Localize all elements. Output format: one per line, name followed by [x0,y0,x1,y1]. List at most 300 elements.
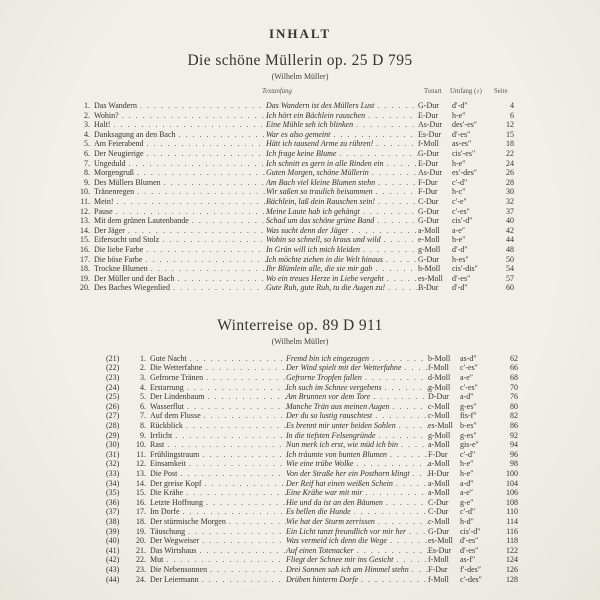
song-row [0,411,600,421]
song-row [0,469,600,479]
song-vocal-range: c′-es″ [460,382,478,392]
song-incipit-cell [286,536,428,546]
dot-leader [413,469,428,479]
song-title-cell [150,555,286,565]
song-page-number: 26 [506,168,514,178]
song-incipit: Wir saßen so traulich beisammen [266,187,373,197]
song-incipit-cell [266,187,418,197]
song-vocal-range: h-d″ [460,516,474,526]
dot-leader [378,517,428,527]
song-title-cell [94,245,266,255]
column-header-seite: Seite [494,88,508,95]
song-incipit-cell [286,392,428,402]
song-key: C-Dur [428,507,449,517]
song-incipit-cell [266,159,418,169]
song-key: f-Moll [428,363,449,373]
song-title: Der Jäger [94,225,125,235]
song-number: 16. [80,244,90,254]
dot-leader [128,226,266,236]
song-vocal-range: cis′-d″ [452,216,473,226]
dot-leader [376,139,418,149]
song-title: Letzte Hoffnung [150,497,203,507]
song-cycle-number: (44) [106,574,120,584]
song-row [0,431,600,441]
song-incipit: Nun merk ich erst, wie müd ich bin [286,440,398,450]
dot-leader [204,411,286,421]
song-title: Des Müllers Blumen [94,177,161,187]
song-title-cell [150,383,286,393]
song-title: Tränenregen [94,187,135,197]
dot-leader [188,527,286,537]
song-vocal-range: d′-d″ [452,244,468,254]
song-incipit: Eine Mühle seh ich blinken [266,120,354,130]
song-page-number: 37 [506,206,514,216]
song-title-cell [94,120,266,130]
song-row [0,450,600,460]
song-title: Täuschung [150,526,186,536]
song-cycle-number: (34) [106,478,120,488]
song-title: Wohin? [94,110,119,120]
song-page-number: 114 [506,516,518,526]
song-key: es-Moll [428,536,453,546]
song-incipit: In die tiefsten Felsengründe [286,430,376,440]
song-number: 18. [136,516,146,526]
song-number: 8. [140,421,146,431]
song-number: 24. [136,574,146,584]
song-number: 17. [136,507,146,517]
song-title-cell [94,255,266,265]
song-incipit-cell [266,168,418,178]
song-row [0,168,600,178]
song-incipit: Fliegt der Schnee mir ins Gesicht [286,555,394,565]
dot-leader [372,168,418,178]
song-key: F-Dur [428,564,448,574]
dot-leader [386,498,428,508]
song-number: 9. [84,177,90,187]
song-incipit-cell [266,264,418,274]
song-page-number: 66 [510,363,518,373]
song-title: Der stürmische Morgen [150,516,226,526]
song-page-number: 104 [506,478,518,488]
song-incipit: Es bellen die Hunde [286,507,351,517]
song-page-number: 118 [506,536,518,546]
section-author-winterreise: (Wilhelm Müller) [271,336,329,346]
song-title: Im Dorfe [150,507,180,517]
song-vocal-range: c′-es″ [460,363,478,373]
song-title: Eifersucht und Stolz [94,235,160,245]
dot-leader [404,363,428,373]
song-incipit: Wo ein treues Herze in Liebe vergeht [266,273,384,283]
song-title-cell [150,411,286,421]
dot-leader [387,274,418,284]
song-number: 2. [140,363,146,373]
song-incipit-cell [286,373,428,383]
song-page-number: 42 [506,225,514,235]
song-incipit-cell [266,178,418,188]
dot-leader [401,440,428,450]
song-vocal-range: c′-des″ [460,574,482,584]
song-number: 15. [136,488,146,498]
song-incipit-cell [266,207,418,217]
song-incipit: Gute Ruh, gute Ruh, tu die Augen zu! [266,283,386,293]
song-vocal-range: g-es″ [460,430,477,440]
dot-leader [375,411,428,421]
song-vocal-range: a-d″ [460,392,474,402]
song-page-number: 108 [506,497,518,507]
song-incipit-cell [286,565,428,575]
song-key: g-Moll [428,382,451,392]
song-page-number: 116 [506,526,518,536]
dot-leader [378,197,418,207]
column-headers [0,88,600,99]
song-key: f-Moll [428,574,449,584]
song-title-cell [94,149,266,159]
muellerin-song-table [0,101,600,293]
song-number: 22. [136,555,146,565]
song-number: 13. [80,216,90,226]
song-incipit-cell [286,575,428,585]
song-vocal-range: gis-e″ [460,440,479,450]
song-title-cell [94,264,266,274]
dot-leader [202,536,286,546]
song-title-cell [94,178,266,188]
section-muellerin [0,52,600,293]
song-vocal-range: h-e″ [452,158,466,168]
song-row [0,207,600,217]
dot-leader [189,459,286,469]
song-page-number: 44 [506,235,514,245]
dot-leader [129,159,266,169]
dot-leader [387,159,418,169]
song-cycle-number: (39) [106,526,120,536]
song-incipit-cell [266,101,418,111]
song-row [0,197,600,207]
song-key: es-Moll [428,421,453,431]
song-incipit-cell [286,555,428,565]
song-number: 7. [84,158,90,168]
dot-leader [164,178,266,188]
song-incipit: Der Wind spielt mit der Wetterfahne [286,363,402,373]
song-title-cell [150,421,286,431]
song-key: a-Moll [428,440,450,450]
song-cycle-number: (23) [106,373,120,383]
song-incipit-cell [266,120,418,130]
dot-leader [384,235,418,245]
song-incipit: Wie hat der Sturm zerrissen [286,516,375,526]
song-page-number: 48 [506,244,514,254]
song-incipit-cell [286,488,428,498]
song-key: d-Moll [428,373,451,383]
song-vocal-range: f′-des″ [460,564,482,574]
dot-leader [375,264,418,274]
song-title-cell [150,565,286,575]
song-incipit: Was sucht denn der Jäger [266,225,349,235]
song-title: Auf dem Flusse [150,411,201,421]
song-key: f-Moll [418,139,439,149]
song-row [0,363,600,373]
song-page-number: 57 [506,273,514,283]
song-incipit: Ein Licht tanzt freundlich vor mir her [286,526,407,536]
dot-leader [199,546,286,556]
song-row [0,498,600,508]
dot-leader [357,546,428,556]
dot-leader [365,488,428,498]
song-row [0,159,600,169]
dot-leader [376,187,418,197]
song-key: a-Moll [428,488,450,498]
song-incipit: Fremd bin ich eingezogen [286,353,370,363]
song-cycle-number: (24) [106,382,120,392]
song-incipit: Der du so lustig rauschtest [286,411,373,421]
song-vocal-range: d′-es″ [460,545,479,555]
song-number: 4. [140,382,146,392]
song-page-number: 4 [510,101,514,110]
song-title: Das Wandern [94,101,137,110]
song-incipit: Das Wandern ist des Müllers Lust [266,101,375,110]
song-row [0,402,600,412]
song-number: 12. [80,206,90,216]
song-page-number: 6 [510,110,514,120]
song-title-cell [150,546,286,556]
dot-leader [137,187,266,197]
song-title-cell [150,479,286,489]
dot-leader [396,555,428,565]
song-cycle-number: (41) [106,545,120,555]
song-title: Gute Nacht [150,353,187,363]
dot-leader [390,536,428,546]
song-key: c-Moll [428,411,450,421]
song-incipit-cell [286,354,428,364]
song-number: 2. [84,110,90,120]
song-incipit: Ich träumte von bunten Blumen [286,449,387,459]
column-header-textanfang: Textanfang [262,88,292,95]
song-title: Der Neugierige [94,148,144,158]
song-page-number: 122 [506,545,518,555]
song-incipit-cell [286,459,428,469]
song-vocal-range: h-es″ [452,254,469,264]
song-title: Danksagung an den Bach [94,129,176,139]
dot-leader [186,488,286,498]
song-title-cell [150,488,286,498]
song-incipit-cell [286,498,428,508]
song-incipit-cell [286,507,428,517]
dot-leader [361,575,428,585]
song-incipit-cell [266,226,418,236]
dot-leader [147,149,266,159]
song-number: 9. [140,430,146,440]
song-page-number: 22 [506,148,514,158]
song-key: f-Moll [428,555,449,565]
song-title-cell [150,527,286,537]
song-vocal-range: d′-d″ [452,283,468,293]
song-number: 10. [136,440,146,450]
dot-leader [386,255,418,265]
song-title: Des Baches Wiegenlied [94,283,170,293]
song-page-number: 76 [510,392,518,402]
song-page-number: 80 [510,401,518,411]
song-vocal-range: h-e″ [452,110,466,120]
song-title: Frühlingstraum [150,449,200,459]
song-vocal-range: c′-d″ [452,177,468,187]
song-incipit-cell [266,111,418,121]
song-title: Mut [150,555,164,565]
song-number: 3. [84,120,90,130]
song-title-cell [94,139,266,149]
song-row [0,187,600,197]
dot-leader [205,479,286,489]
song-page-number: 12 [506,120,514,130]
song-number: 20. [136,536,146,546]
song-number: 1. [140,353,146,363]
dot-leader [412,565,428,575]
song-incipit: Ich schnitt es gern in alle Rinden ein [266,158,384,168]
song-key: c-Moll [428,401,450,411]
section-title-muellerin: Die schöne Müllerin op. 25 D 795 [187,52,413,69]
dot-leader [180,469,286,479]
song-title: Die Nebensonnen [150,564,208,574]
section-winterreise [0,317,600,584]
song-key: a-Moll [428,478,450,488]
song-title: Die Wetterfahne [150,363,203,373]
song-title-cell [94,207,266,217]
song-vocal-range: g-es″ [460,401,477,411]
song-row [0,546,600,556]
song-vocal-range: a-e″ [460,373,474,383]
song-row [0,459,600,469]
song-title: Mit dem grünen Lautenbande [94,216,189,226]
song-title: Der greise Kopf [150,478,202,488]
dot-leader [385,383,428,393]
song-incipit-cell [286,517,428,527]
song-vocal-range: h-c″ [452,187,466,197]
dot-leader [354,507,428,517]
song-vocal-range: d′-es″ [452,273,471,283]
song-incipit-cell [286,450,428,460]
dot-leader [146,245,266,255]
dot-leader [363,245,418,255]
song-row [0,274,600,284]
song-row [0,517,600,527]
song-key: Es-Dur [428,545,452,555]
song-title: Die böse Farbe [94,254,143,264]
song-row [0,383,600,393]
song-key: B-Dur [418,283,439,293]
song-title-cell [94,168,266,178]
song-page-number: 28 [506,177,514,187]
song-vocal-range: d′-es″ [460,536,479,546]
song-page-number: 96 [510,449,518,459]
song-row [0,421,600,431]
dot-leader [372,354,428,364]
dot-leader [339,149,418,159]
song-incipit-cell [266,130,418,140]
dot-leader [392,402,428,412]
song-incipit: In Grün will ich mich kleiden [266,244,360,254]
song-number: 18. [80,264,90,274]
song-title-cell [94,235,266,245]
song-number: 1. [84,101,90,110]
song-row [0,101,600,111]
song-key: c-Moll [428,516,450,526]
song-page-number: 30 [506,187,514,197]
song-vocal-range: fis-f″ [460,411,477,421]
dot-leader [409,527,428,537]
song-page-number: 106 [506,488,518,498]
song-title: Ungeduld [94,158,126,168]
dot-leader [207,392,286,402]
song-incipit: Der Reif hat einen weißen Schein [286,478,393,488]
song-incipit-cell [266,216,418,226]
song-page-number: 100 [506,469,518,478]
song-number: 5. [84,139,90,149]
song-row [0,575,600,585]
song-incipit: Hätt ich tausend Arme zu rühren! [266,139,374,149]
song-vocal-range: d′-es″ [452,129,471,139]
song-title: Morgengruß [94,168,134,178]
song-row [0,440,600,450]
song-key: G-Dur [418,254,439,264]
song-key: b-Moll [428,353,451,363]
dot-leader [177,274,266,284]
song-number: 6. [84,148,90,158]
song-incipit-cell [266,255,418,265]
song-cycle-number: (29) [106,430,120,440]
song-row [0,283,600,293]
section-author-muellerin: (Wilhelm Müller) [271,72,329,81]
song-title-cell [150,459,286,469]
song-number: 6. [140,401,146,411]
song-title: Rast [150,440,165,450]
song-key: F-Dur [428,449,448,459]
song-number: 16. [136,497,146,507]
winterreise-song-table [0,354,600,584]
song-vocal-range: g-e″ [460,497,474,507]
song-cycle-number: (36) [106,497,120,507]
song-cycle-number: (37) [106,507,120,517]
song-page-number: 15 [506,129,514,139]
song-title-cell [94,274,266,284]
song-key: es-Moll [418,273,443,283]
song-row [0,527,600,537]
song-cycle-number: (40) [106,536,120,546]
song-incipit-cell [286,431,428,441]
song-title: Trockne Blumen [94,264,148,274]
song-vocal-range: es′-des″ [452,168,478,178]
dot-leader [388,283,418,293]
song-incipit-cell [286,479,428,489]
song-cycle-number: (33) [106,469,120,478]
song-title: Rückblick [150,421,183,431]
song-cycle-number: (42) [106,555,120,565]
song-row [0,354,600,364]
dot-leader [187,383,286,393]
dot-leader [151,264,266,274]
dot-leader [377,101,418,111]
song-incipit-cell [266,197,418,207]
dot-leader [140,101,266,111]
dot-leader [167,440,286,450]
song-title: Das Wirtshaus [150,545,197,555]
song-title: Halt! [94,120,111,130]
song-incipit: Schad um das schöne grüne Band [266,216,375,226]
song-incipit: Ihr Blümlein alle, die sie mir gab [266,264,373,274]
dot-leader [390,450,428,460]
song-cycle-number: (31) [106,449,120,459]
song-row [0,245,600,255]
song-vocal-range: b-es″ [460,421,477,431]
song-title-cell [94,111,266,121]
song-title-cell [150,507,286,517]
